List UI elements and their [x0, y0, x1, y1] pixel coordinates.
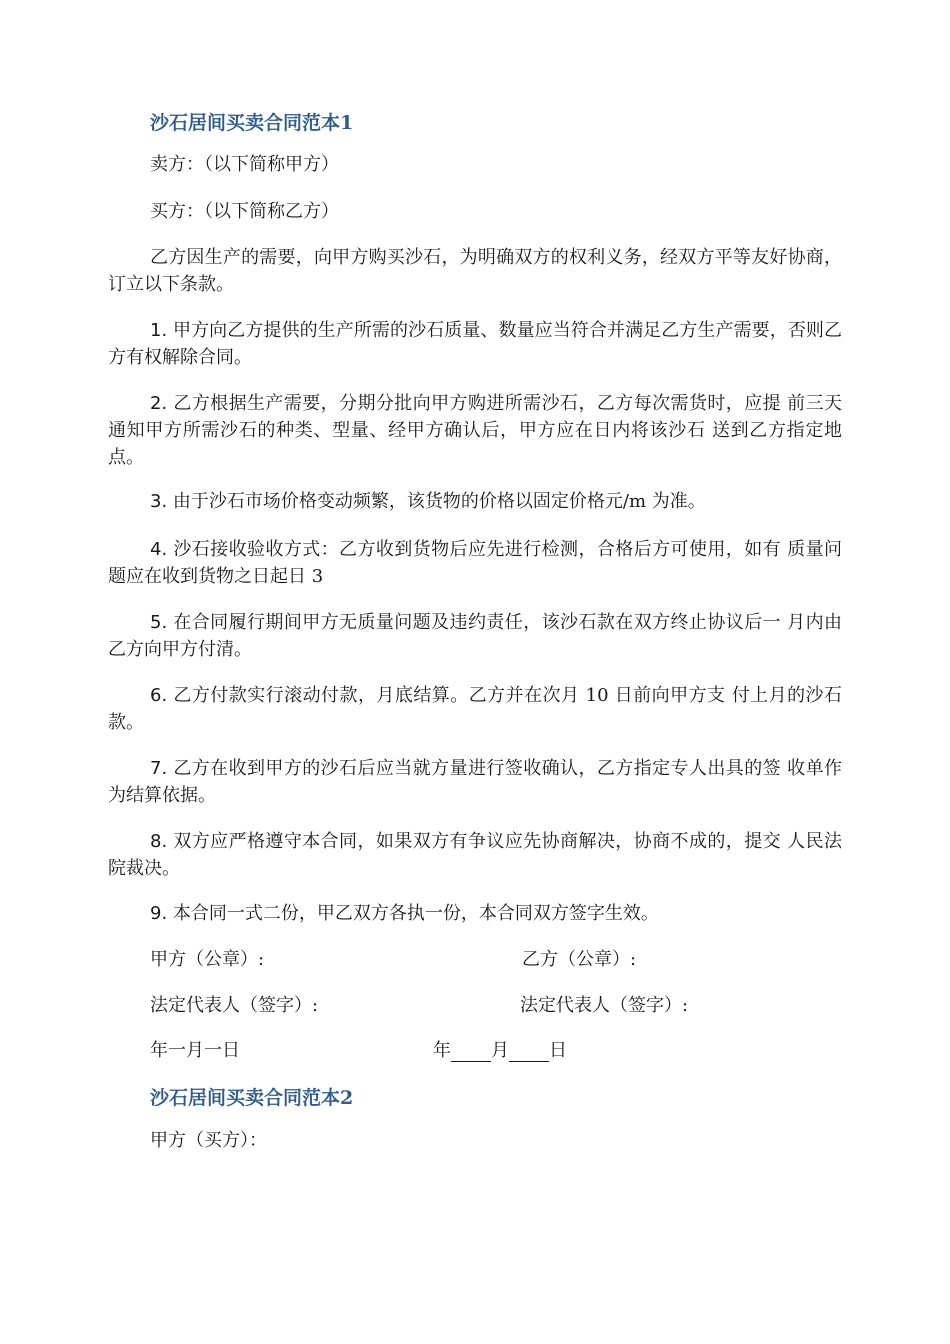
- date-day-label: 日: [549, 1040, 567, 1061]
- clause-4-number: 4.: [150, 539, 168, 560]
- clause-4-text: 沙石接收验收方式：乙方收到货物后应先进行检测，合格后方可使用，如有 质量问题应在收到货物之日起日 3: [108, 539, 842, 587]
- clause-7-text: 乙方在收到甲方的沙石后应当就方量进行签收确认，乙方指定专人出具的签 收单作为结算依据。: [108, 758, 842, 806]
- buyer-line: 买方：（以下简称乙方）: [150, 201, 339, 222]
- clause-9-number: 9.: [150, 903, 168, 924]
- month-blank: [451, 1043, 491, 1062]
- clause-1-text: 甲方向乙方提供的生产所需的沙石质量、数量应当符合并满足乙方生产需要，否则乙方有权解除合同。: [108, 320, 842, 368]
- clause-5: [108, 609, 842, 663]
- clause-3-text: 由于沙石市场价格变动频繁，该货物的价格以固定价格元/m 为准。: [167, 491, 706, 512]
- intro-paragraph: 乙方因生产的需要，向甲方购买沙石，为明确双方的权利义务，经双方平等友好协商，订立以下条款。: [108, 247, 842, 295]
- clause-4: [108, 536, 842, 590]
- section1-title: 沙石居间买卖合同范本1: [150, 112, 354, 134]
- clause-7: [108, 755, 842, 809]
- clause-8-text: 双方应严格遵守本合同，如果双方有争议应先协商解决，协商不成的，提交 人民法院裁决。: [108, 831, 842, 879]
- party-b-rep-label: 法定代表人（签字）:: [520, 995, 689, 1016]
- party-a-seal-label: 甲方（公章）:: [150, 949, 265, 970]
- clause-2-number: 2.: [150, 393, 168, 414]
- clause-2-text: 乙方根据生产需要，分期分批向甲方购进所需沙石，乙方每次需货时，应提 前三天通知甲方所需沙石的种类、型量、经甲方确认后，甲方应在日内将该沙石 送到乙方指定地点。: [108, 393, 842, 468]
- clause-2: [108, 390, 842, 471]
- clause-8: [108, 828, 842, 882]
- section2-party-a: 甲方（买方）：: [150, 1130, 267, 1151]
- party-a-date: 年一月一日: [150, 1040, 240, 1061]
- date-month-label: 月: [491, 1040, 509, 1061]
- section2-title: 沙石居间买卖合同范本2: [150, 1087, 354, 1109]
- date-year-label: 年: [433, 1040, 451, 1061]
- clause-7-number: 7.: [150, 758, 168, 779]
- clause-6-text: 乙方付款实行滚动付款，月底结算。乙方并在次月 10 日前向甲方支 付上月的沙石款。: [108, 685, 842, 733]
- day-blank: [509, 1043, 549, 1062]
- clause-3: [108, 488, 842, 515]
- clause-9: [108, 900, 842, 927]
- clause-5-number: 5.: [150, 612, 168, 633]
- party-a-rep-label: 法定代表人（签字）:: [150, 995, 319, 1016]
- clause-8-number: 8.: [150, 831, 168, 852]
- seller-line: 卖方：（以下简称甲方）: [150, 154, 339, 175]
- clause-6-number: 6.: [150, 685, 168, 706]
- clause-5-text: 在合同履行期间甲方无质量问题及违约责任，该沙石款在双方终止协议后一 月内由乙方向甲方付清。: [108, 612, 842, 660]
- clause-9-text: 本合同一式二份，甲乙双方各执一份，本合同双方签字生效。: [167, 903, 659, 924]
- clause-6: [108, 682, 842, 736]
- clause-1-number: 1.: [150, 320, 168, 341]
- clause-1: [108, 317, 842, 371]
- clause-3-number: 3.: [150, 491, 168, 512]
- party-b-seal-label: 乙方（公章）:: [522, 949, 637, 970]
- party-b-date: [433, 1036, 567, 1062]
